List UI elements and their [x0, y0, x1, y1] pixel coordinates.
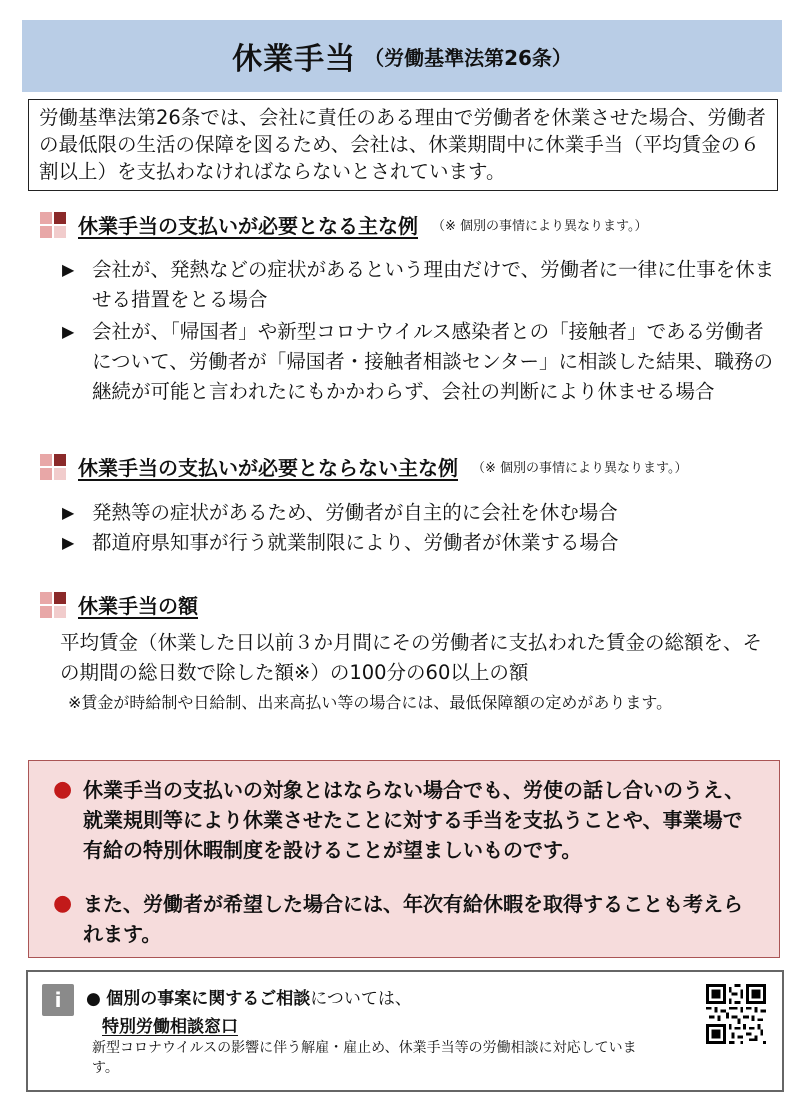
triangle-bullet-icon: ▶: [62, 533, 75, 552]
section-amount-text: 平均賃金（休業した日以前３か月間にその労働者に支払われた賃金の総額を、その期間の総日数で除した額※）の100分の60以上の額: [60, 631, 763, 684]
info-lead: [86, 984, 412, 1009]
triangle-bullet-icon: ▶: [62, 322, 75, 341]
list-item: ▶ 会社が、「帰国者」や新型コロナウイルス感染者との「接触者」である労働者について、労働者が「帰国者・接触者相談センター」に相談した結果、職務の継続が可能と言われたにもかかわらず、会社の判断により休ませる場合: [62, 317, 782, 407]
notice-item: ● また、労働者が希望した場合には、年次有給休暇を取得することも考えられます。: [53, 889, 753, 949]
info-box: [26, 970, 784, 1092]
section-squares-icon: [40, 212, 66, 238]
section-not-required-heading: [40, 452, 688, 481]
page-subtitle: （労働基準法第26条）: [364, 45, 572, 70]
section-not-required-note: （※ 個別の事情により異なります。）: [472, 461, 688, 476]
triangle-bullet-icon: ▶: [62, 260, 75, 279]
bullet-dot-icon: ●: [86, 989, 101, 1009]
section-required-heading: [40, 210, 648, 239]
triangle-bullet-icon: ▶: [62, 503, 75, 522]
list-item: ▶ 発熱等の症状があるため、労働者が自主的に会社を休む場合: [62, 498, 782, 528]
list-item: ▶ 都道府県知事が行う就業制限により、労働者が休業する場合: [62, 528, 782, 558]
section-not-required-title: 休業手当の支払いが必要とならない主な例: [78, 456, 458, 480]
qr-code-icon[interactable]: [706, 984, 766, 1044]
list-item: ▶ 会社が、発熱などの症状があるという理由だけで、労働者に一律に仕事を休ませる措置をとる場合: [62, 255, 782, 315]
page-header: [22, 20, 782, 92]
info-icon: i: [42, 984, 74, 1016]
red-dot-icon: ●: [53, 891, 73, 916]
section-amount-heading: [40, 590, 198, 619]
intro-box: 労働基準法第26条では、会社に責任のある理由で労働者を休業させた場合、労働者の最低限の生活の保障を図るため、会社は、休業期間中に休業手当（平均賃金の６割以上）を支払わなければならないとされています。: [28, 99, 778, 191]
notice-item: ● 休業手当の支払いの対象とはならない場合でも、労使の話し合いのうえ、就業規則等により休業させたことに対する手当を支払うことや、事業場で有給の特別休暇制度を設けることが望ましいものです。: [53, 775, 753, 865]
info-description: 新型コロナウイルスの影響に伴う解雇・雇止め、休業手当等の労働相談に対応しています。: [92, 1040, 637, 1076]
section-amount-note: ※賃金が時給制や日給制、出来高払い等の場合には、最低保障額の定めがあります。: [68, 693, 673, 712]
section-required-list: [62, 255, 782, 407]
section-squares-icon: [40, 592, 66, 618]
page-title: 休業手当: [232, 42, 357, 77]
section-required-note: （※ 個別の事情により異なります。）: [432, 219, 648, 234]
section-not-required-list: [62, 498, 782, 558]
section-required-title: 休業手当の支払いが必要となる主な例: [78, 214, 418, 238]
info-lead-rest: については、: [310, 989, 412, 1009]
section-amount-title: 休業手当の額: [78, 594, 198, 618]
red-dot-icon: ●: [53, 777, 73, 802]
section-squares-icon: [40, 454, 66, 480]
info-lead-bold: 個別の事案に関するご相談: [106, 989, 311, 1009]
consultation-link[interactable]: 特別労働相談窓口: [102, 1017, 238, 1037]
notice-box: [28, 760, 780, 958]
